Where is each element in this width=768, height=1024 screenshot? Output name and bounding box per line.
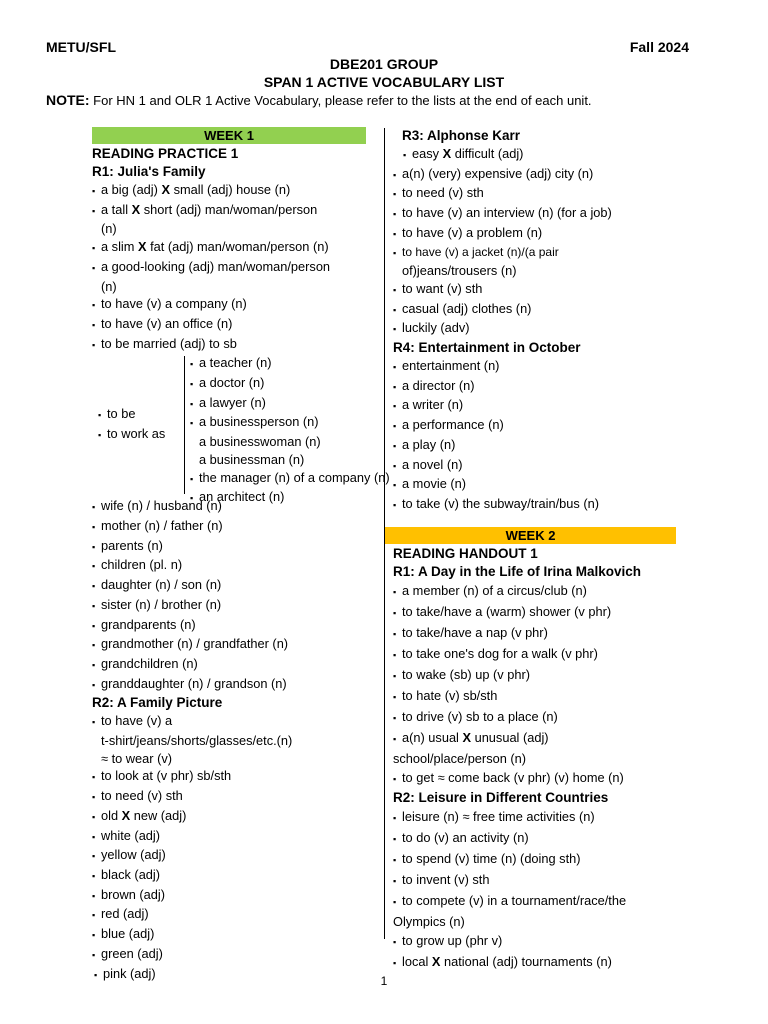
list-item: ▪ yellow (adj) [92, 846, 382, 866]
list-item-continuation: of)jeans/trousers (n) [402, 263, 517, 279]
list-item: ▪ grandparents (n) [92, 616, 382, 636]
list-item: ▪ to have (v) a company (n) [92, 295, 382, 315]
list-item: ▪ sister (n) / brother (n) [92, 596, 382, 616]
list-item: ▪ a big (adj) X small (adj) house (n) [92, 181, 382, 201]
list-item: ▪ mother (n) / father (n) [92, 517, 382, 537]
w2-r2-heading: R2: Leisure in Different Countries [393, 789, 609, 805]
week1-banner: WEEK 1 [92, 127, 366, 144]
r3-heading: R3: Alphonse Karr [402, 128, 521, 143]
list-item: ▪ to look at (v phr) sb/sth [92, 767, 382, 787]
profession-list [190, 354, 390, 508]
note-text: For HN 1 and OLR 1 Active Vocabulary, please refer to the lists at the end of each unit. [89, 93, 592, 108]
list-item: ▪ daughter (n) / son (n) [92, 576, 382, 596]
list-item: ▪ to take/have a (warm) shower (v phr) [393, 602, 683, 623]
list-item: ▪ a member (n) of a circus/club (n) [393, 581, 683, 602]
list-item: ▪ wife (n) / husband (n) [92, 497, 382, 517]
profession-block [92, 354, 390, 505]
week2-banner: WEEK 2 [385, 527, 676, 544]
page-number: 1 [380, 974, 388, 988]
document-title: DBE201 GROUP [329, 56, 439, 72]
list-item: ▪ pink (adj) [94, 965, 382, 985]
list-item: ▪ to have (v) an interview (n) (for a job) [393, 204, 683, 224]
list-item: ▪ to have (v) an office (n) [92, 315, 382, 335]
list-item: ▪ grandchildren (n) [92, 655, 382, 675]
list-item: ▪ the manager (n) of a company (n) [190, 469, 390, 489]
w2-r1-heading: R1: A Day in the Life of Irina Malkovich [393, 563, 642, 579]
list-item: ▪ to get ≈ come back (v phr) (v) home (n) [393, 768, 683, 789]
list-item: ▪ old X new (adj) [92, 807, 382, 827]
list-item: ▪ to take/have a nap (v phr) [393, 623, 683, 644]
list-item: ▪ to need (v) sth [393, 184, 683, 204]
list-item: ▪ leisure (n) ≈ free time activities (n) [393, 807, 683, 828]
list-item: ▪ to take one's dog for a walk (v phr) [393, 644, 683, 665]
list-item: ▪ to want (v) sth [393, 280, 683, 300]
list-item: ▪ to wake (sb) up (v phr) [393, 665, 683, 686]
list-item: ▪ to grow up (phr v) [393, 931, 683, 952]
note-label: NOTE: [46, 92, 90, 108]
list-item: ▪ a good-looking (adj) man/woman/person [92, 258, 382, 278]
list-item: ▪ to take (v) the subway/train/bus (n) [393, 495, 683, 515]
list-item-continuation: school/place/person (n) [393, 750, 527, 766]
profession-bracket-line [184, 356, 185, 494]
list-item: ▪ a director (n) [393, 377, 683, 397]
header-left: METU/SFL [46, 39, 116, 55]
list-item: ▪ to have (v) a jacket (n)/(a pair [393, 244, 683, 263]
list-item: ▪ a writer (n) [393, 396, 683, 416]
list-item: ▪ to invent (v) sth [393, 870, 683, 891]
list-item: ▪ to spend (v) time (n) (doing sth) [393, 849, 683, 870]
list-item: ▪ a performance (n) [393, 416, 683, 436]
list-item: ▪ grandmother (n) / grandfather (n) [92, 635, 382, 655]
list-item: ▪ to do (v) an activity (n) [393, 828, 683, 849]
list-item: ▪ to be [98, 405, 165, 425]
list-item: ▪ to have (v) a problem (n) [393, 224, 683, 244]
note [46, 92, 592, 108]
list-item-continuation: (n) [101, 278, 117, 294]
list-item: ▪ a doctor (n) [190, 374, 390, 394]
list-item: ▪ to need (v) sth [92, 787, 382, 807]
document-subtitle: SPAN 1 ACTIVE VOCABULARY LIST [263, 74, 505, 90]
list-item: ▪ entertainment (n) [393, 357, 683, 377]
list-item: ▪ a(n) usual X unusual (adj) [393, 728, 683, 749]
list-item: ▪ granddaughter (n) / grandson (n) [92, 675, 382, 695]
profession-verbs [98, 405, 165, 444]
list-item: ▪ white (adj) [92, 827, 382, 847]
list-item: ▪ a movie (n) [393, 475, 683, 495]
list-item: ▪ green (adj) [92, 945, 382, 965]
r4-heading: R4: Entertainment in October [393, 340, 581, 356]
r2-heading: R2: A Family Picture [92, 695, 223, 711]
list-item: ▪ red (adj) [92, 905, 382, 925]
list-item: ▪ to have (v) a [92, 712, 382, 732]
list-item: ▪ a tall X short (adj) man/woman/person [92, 201, 382, 221]
list-item: ▪ parents (n) [92, 537, 382, 557]
list-item: ▪ brown (adj) [92, 886, 382, 906]
list-item: ▪ a teacher (n) [190, 354, 390, 374]
list-item: ▪ to drive (v) sb to a place (n) [393, 707, 683, 728]
list-item: ▪ easy X difficult (adj) [403, 145, 683, 165]
list-item-continuation: a businesswoman (n) [199, 434, 321, 450]
list-item: ▪ to compete (v) in a tournament/race/the [393, 891, 683, 912]
list-item-continuation: a businessman (n) [199, 451, 305, 467]
list-item: ▪ a lawyer (n) [190, 394, 390, 414]
list-item: ▪ casual (adj) clothes (n) [393, 300, 683, 320]
list-item-continuation: t-shirt/jeans/shorts/glasses/etc.(n) [101, 733, 293, 749]
list-item: ▪ local X national (adj) tournaments (n) [393, 952, 683, 973]
right-column [393, 127, 683, 973]
list-item: ▪ black (adj) [92, 866, 382, 886]
list-item-continuation: (n) [101, 221, 117, 237]
r1-heading: R1: Julia's Family [92, 164, 206, 179]
list-item: ▪ to work as [98, 425, 165, 445]
list-item: ▪ an architect (n) [190, 488, 390, 508]
list-item: ▪ to be married (adj) to sb [92, 335, 382, 355]
list-item: ▪ a businessperson (n) [190, 413, 390, 433]
list-item: ▪ luckily (adv) [393, 319, 683, 339]
header-right: Fall 2024 [629, 39, 689, 55]
list-item: ▪ a play (n) [393, 436, 683, 456]
list-item: ▪ a(n) (very) expensive (adj) city (n) [393, 165, 683, 185]
list-item: ▪ children (pl. n) [92, 556, 382, 576]
section-heading: READING HANDOUT 1 [393, 545, 538, 561]
list-item: ▪ blue (adj) [92, 925, 382, 945]
list-item: ▪ to hate (v) sb/sth [393, 686, 683, 707]
list-item-continuation: Olympics (n) [393, 913, 465, 929]
left-column [92, 127, 390, 984]
list-item: ▪ a novel (n) [393, 456, 683, 476]
list-item-continuation: ≈ to wear (v) [101, 750, 173, 766]
section-heading: READING PRACTICE 1 [92, 146, 239, 161]
list-item: ▪ a slim X fat (adj) man/woman/person (n) [92, 238, 382, 258]
